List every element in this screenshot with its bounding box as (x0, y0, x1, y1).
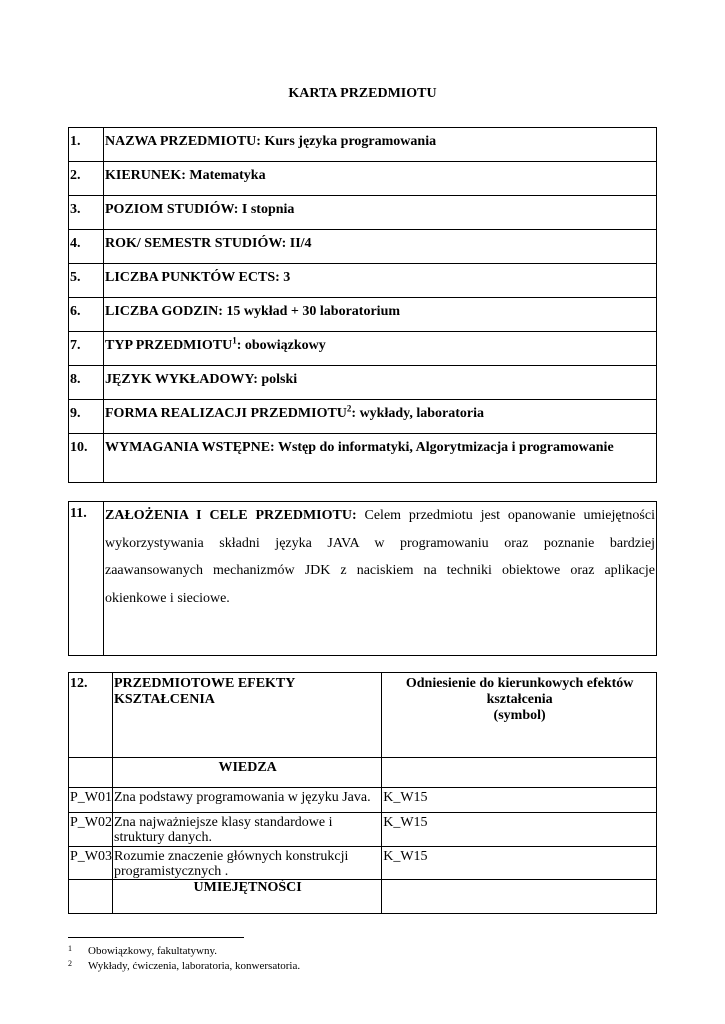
table-row (69, 366, 657, 400)
outcome-description: Zna najważniejsze klasy standardowe i struktury danych. (113, 813, 382, 847)
page-title: KARTA PRZEDMIOTU (288, 86, 437, 101)
row-number: 5. (69, 264, 104, 298)
section-knowledge: WIEDZA (113, 758, 382, 788)
row-number: 4. (69, 230, 104, 264)
row-label: KIERUNEK: Matematyka (104, 162, 657, 196)
outcome-reference: K_W15 (382, 847, 657, 880)
table-row (69, 128, 657, 162)
course-goals-table (68, 501, 657, 656)
goals-number: 11. (69, 502, 104, 656)
row-number: 8. (69, 366, 104, 400)
row-number: 10. (69, 434, 104, 483)
row-number: 6. (69, 298, 104, 332)
footnote-text: Obowiązkowy, fakultatywny. (88, 945, 218, 957)
outcome-description: Rozumie znaczenie głównych konstrukcji programistycznych . (113, 847, 382, 880)
row-label: NAZWA PRZEDMIOTU: Kurs języka programowania (104, 128, 657, 162)
row-number: 9. (69, 400, 104, 434)
row-label: LICZBA PUNKTÓW ECTS: 3 (104, 264, 657, 298)
table-row (69, 162, 657, 196)
footnote-number: 2 (68, 959, 72, 968)
row-label: ROK/ SEMESTR STUDIÓW: II/4 (104, 230, 657, 264)
table-row (69, 332, 657, 366)
course-info-table (68, 127, 657, 483)
table-row (69, 434, 657, 483)
table-row (69, 400, 657, 434)
table-row (69, 788, 657, 813)
outcome-reference: K_W15 (382, 788, 657, 813)
outcomes-header-left: PRZEDMIOTOWE EFEKTY KSZTAŁCENIA (113, 673, 382, 758)
table-row (69, 264, 657, 298)
outcome-description: Zna podstawy programowania w języku Java. (113, 788, 382, 813)
goals-label: ZAŁOŻENIA I CELE PRZEDMIOTU: (105, 508, 357, 523)
footnote-ref: 2 (346, 403, 352, 414)
outcome-reference: K_W15 (382, 813, 657, 847)
row-label: FORMA REALIZACJI PRZEDMIOTU$^2$: wykłady, laboratoria (104, 400, 657, 434)
table-row (69, 813, 657, 847)
table-row (69, 298, 657, 332)
table-row (69, 230, 657, 264)
row-label: POZIOM STUDIÓW: I stopnia (104, 196, 657, 230)
goals-text: ZAŁOŻENIA I CELE PRZEDMIOTU: Celem przedmiotu jest opanowanie umiejętności wykorzystywania składni języka JAVA w programowaniu oraz poznanie bardziej zaawansowanych mechanizmów JDK z naciskiem na techniki obiektowe oraz aplikacje okienkowe i sieciowe. (104, 502, 657, 656)
table-row (69, 196, 657, 230)
outcomes-number: 12. (69, 673, 113, 758)
row-number: 3. (69, 196, 104, 230)
outcome-code: P_W03 (69, 847, 113, 880)
outcome-code: P_W02 (69, 813, 113, 847)
footnote-number: 1 (68, 944, 72, 953)
row-label: LICZBA GODZIN: 15 wykład + 30 laboratorium (104, 298, 657, 332)
section-row (69, 880, 657, 914)
row-number: 1. (69, 128, 104, 162)
footnote-ref: 1 (232, 335, 237, 346)
row-label: WYMAGANIA WSTĘPNE: Wstęp do informatyki, Algorytmizacja i programowanie (104, 434, 657, 483)
row-label: JĘZYK WYKŁADOWY: polski (104, 366, 657, 400)
outcomes-header-right: Odniesienie do kierunkowych efektów kształcenia (symbol) (382, 673, 657, 758)
table-row (69, 847, 657, 880)
row-number: 2. (69, 162, 104, 196)
learning-outcomes-table (68, 672, 657, 914)
row-label: TYP PRZEDMIOTU$^1$: obowiązkowy (104, 332, 657, 366)
section-row (69, 758, 657, 788)
outcome-code: P_W01 (69, 788, 113, 813)
footnote-divider (68, 937, 244, 938)
section-skills: UMIEJĘTNOŚCI (113, 880, 382, 914)
row-number: 7. (69, 332, 104, 366)
footnote-text: Wykłady, ćwiczenia, laboratoria, konwersatoria. (88, 960, 301, 972)
outcomes-header-row (69, 673, 657, 758)
